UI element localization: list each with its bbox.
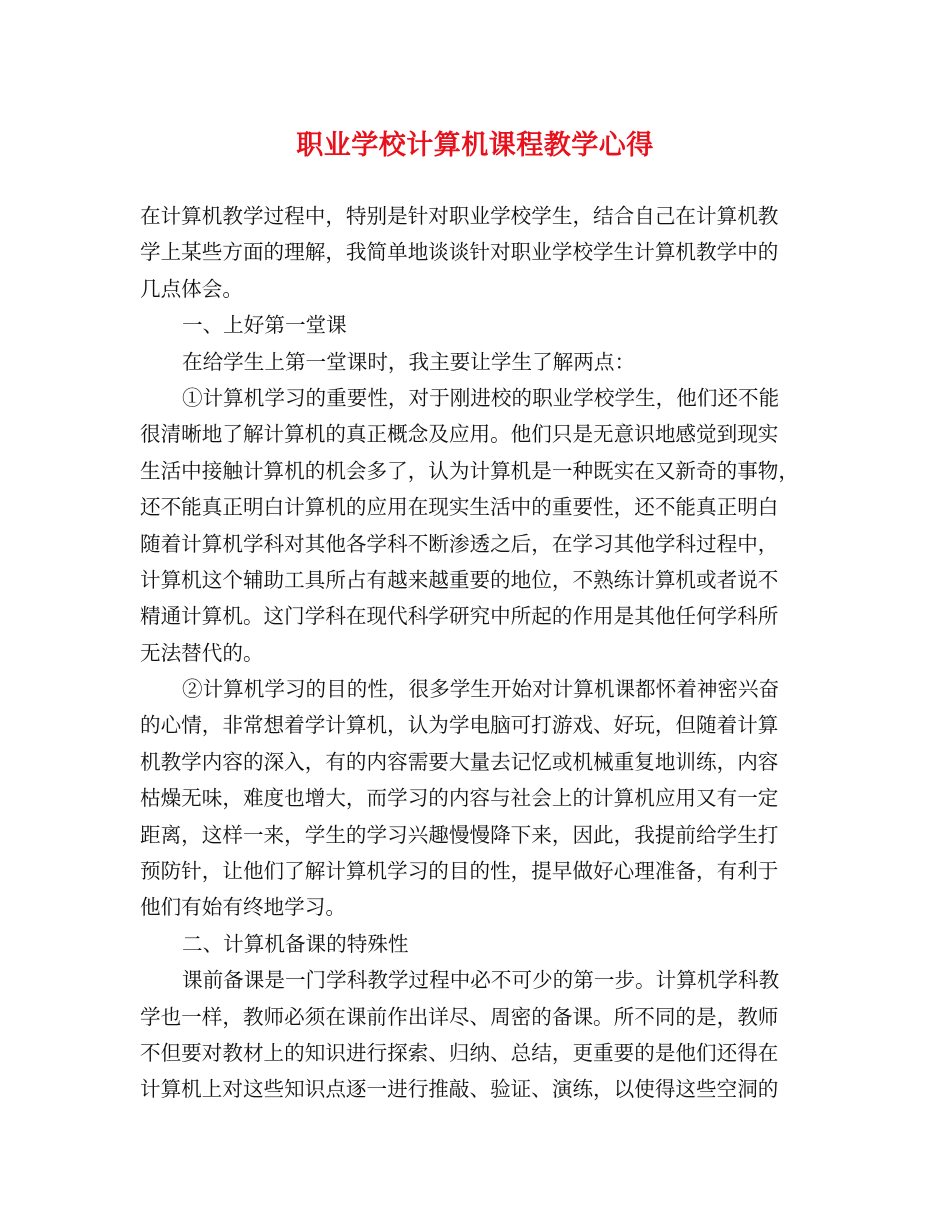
text-line: 在计算机教学过程中，特别是针对职业学校学生，结合自己在计算机教 [140,204,779,228]
text-line: 预防针，让他们了解计算机学习的目的性，提早做好心理准备，有利于 [140,859,779,884]
text-line: 很清晰地了解计算机的真正概念及应用。他们只是无意识地感觉到现实 [140,422,779,447]
text-line: 随着计算机学科对其他各学科不断渗透之后，在学习其他学科过程中， [140,531,779,556]
text-line: 课前备课是一门学科教学过程中必不可少的第一步。计算机学科教 [182,968,780,993]
text-line: 一、上好第一堂课 [182,313,347,338]
text-line: 的心情，非常想着学计算机，认为学电脑可打游戏、好玩，但随着计算 [140,713,779,738]
text-line: 还不能真正明白计算机的应用在现实生活中的重要性，还不能真正明白 [140,495,779,520]
document-title: 职业学校计算机课程教学心得 [296,130,654,161]
text-line: 无法替代的。 [140,640,264,665]
text-line: 精通计算机。这门学科在现代科学研究中所起的作用是其他任何学科所 [140,604,779,629]
text-line: 他们有始有终地学习。 [140,895,346,920]
text-line: 二、计算机备课的特殊性 [182,931,409,956]
text-line: 计算机这个辅助工具所占有越来越重要的地位，不熟练计算机或者说不 [140,567,779,592]
text-line: ①计算机学习的重要性，对于刚进校的职业学校学生，他们还不能 [182,385,780,410]
document-body [140,198,816,1108]
text-line: 在给学生上第一堂课时，我主要让学生了解两点： [182,349,636,374]
text-line: 枯燥无味，难度也增大，而学习的内容与社会上的计算机应用又有一定 [140,786,779,811]
text-line: 生活中接触计算机的机会多了，认为计算机是一种既实在又新奇的事物， [140,458,799,483]
text-line: 学也一样，教师必须在课前作出详尽、周密的备课。所不同的是，教师 [140,1004,779,1029]
text-line: 机教学内容的深入，有的内容需要大量去记忆或机械重复地训练，内容 [140,749,779,774]
text-line: 距离，这样一来，学生的学习兴趣慢慢降下来，因此，我提前给学生打 [140,822,779,847]
text-line: 几点体会。 [140,276,243,301]
text-line: 计算机上对这些知识点逐一进行推敲、验证、演练，以使得这些空洞的 [140,1077,779,1102]
text-line: 不但要对教材上的知识进行探索、归纳、总结，更重要的是他们还得在 [140,1040,779,1065]
text-line: ②计算机学习的目的性，很多学生开始对计算机课都怀着神密兴奋 [182,677,780,702]
text-line: 学上某些方面的理解，我简单地谈谈针对职业学校学生计算机教学中的 [140,240,779,265]
